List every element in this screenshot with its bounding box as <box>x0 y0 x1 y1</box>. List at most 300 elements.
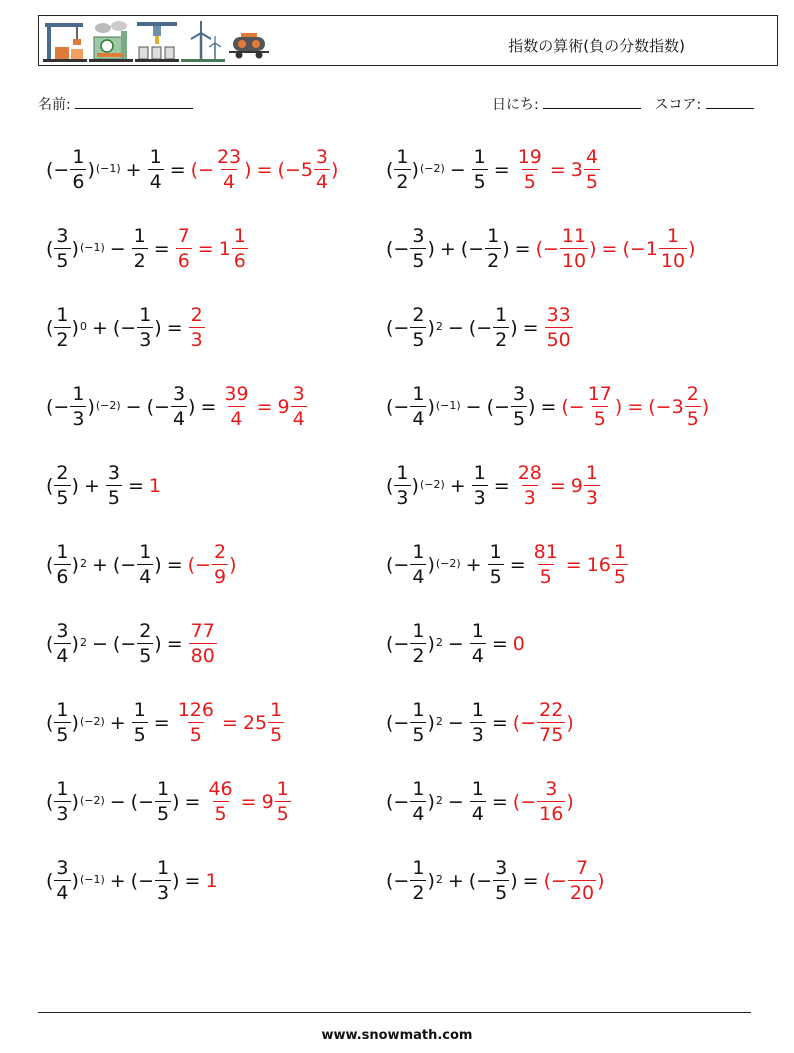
worksheet-title: 指数の算術(負の分数指数) <box>508 37 685 55</box>
term <box>147 385 196 429</box>
operator: − <box>109 238 126 260</box>
denominator: 75 <box>539 724 564 746</box>
answer <box>221 385 307 429</box>
paren: ) <box>427 712 435 734</box>
exponent: 2 <box>435 873 443 886</box>
exponent: 2 <box>435 636 443 649</box>
term <box>461 227 510 271</box>
term <box>46 780 105 824</box>
numerator: 1 <box>56 541 69 563</box>
answer-term <box>513 701 574 745</box>
denominator: 20 <box>569 882 595 904</box>
score-label: スコア: <box>654 97 702 113</box>
denominator: 4 <box>149 171 162 193</box>
exponent: 2 <box>79 636 87 649</box>
fraction <box>212 543 228 587</box>
term <box>386 464 445 508</box>
numerator: 1 <box>412 699 425 721</box>
equals-sign: = <box>221 712 238 734</box>
numerator: 22 <box>539 699 564 721</box>
paren: ) <box>688 238 696 260</box>
whole-part: 5 <box>300 159 313 181</box>
answer-term <box>544 859 605 903</box>
answer <box>531 543 629 587</box>
answer-term <box>571 148 601 192</box>
answer-integer: 0 <box>512 633 525 655</box>
paren: (− <box>130 870 155 892</box>
term <box>386 701 443 745</box>
date-label: 日にち: <box>492 97 539 113</box>
fraction <box>410 227 426 271</box>
worksheet-header <box>38 15 778 66</box>
paren: ) <box>71 475 79 497</box>
denominator: 4 <box>292 408 305 430</box>
numerator: 1 <box>157 857 170 879</box>
fraction <box>612 543 628 587</box>
paren: ) <box>188 396 196 418</box>
term <box>113 306 162 350</box>
denominator: 5 <box>157 803 170 825</box>
numerator: 1 <box>396 462 409 484</box>
denominator: 3 <box>157 882 170 904</box>
tank-wagon-icon <box>227 19 271 63</box>
fraction <box>685 385 701 429</box>
whole-part: 1 <box>218 238 231 260</box>
paren: (− <box>187 554 211 576</box>
equals-sign: = <box>197 238 214 260</box>
numerator: 3 <box>412 225 425 247</box>
operator: + <box>91 554 108 576</box>
fraction <box>54 780 70 824</box>
answer <box>513 633 525 655</box>
paren: ( <box>46 554 54 576</box>
term <box>46 385 121 429</box>
numerator: 1 <box>471 620 484 642</box>
equals-sign: = <box>166 317 183 339</box>
name-field <box>38 94 193 114</box>
answer-term <box>571 464 601 508</box>
numerator: 7 <box>177 225 190 247</box>
answer-term <box>515 464 545 508</box>
denominator: 5 <box>56 250 69 272</box>
denominator: 10 <box>660 250 686 272</box>
equals-sign: = <box>184 791 201 813</box>
fraction <box>511 385 527 429</box>
exponent: 0 <box>79 320 87 333</box>
fraction <box>176 227 192 271</box>
footer-divider <box>38 1012 751 1013</box>
fraction <box>268 701 284 745</box>
denominator: 5 <box>593 408 606 430</box>
denominator: 2 <box>412 882 425 904</box>
paren: ) <box>71 554 79 576</box>
numerator: 2 <box>213 541 227 563</box>
equals-sign: = <box>256 159 273 181</box>
operator: − <box>447 317 464 339</box>
exponent: (−1) <box>79 873 105 886</box>
numerator: 7 <box>575 857 589 879</box>
denominator: 6 <box>72 171 85 193</box>
answer-term <box>205 780 235 824</box>
denominator: 5 <box>473 171 486 193</box>
numerator: 1 <box>412 541 425 563</box>
paren: (− <box>561 396 585 418</box>
fraction <box>189 306 205 350</box>
problem-11 <box>46 535 237 595</box>
numerator: 1 <box>56 699 69 721</box>
paren: (− <box>386 791 410 813</box>
denominator: 6 <box>233 250 246 272</box>
numerator: 3 <box>56 620 69 642</box>
denominator: 5 <box>276 803 289 825</box>
operator: − <box>109 791 126 813</box>
denominator: 5 <box>270 724 283 746</box>
denominator: 4 <box>56 882 69 904</box>
numerator: 1 <box>412 383 425 405</box>
term <box>469 306 518 350</box>
whole-part: 25 <box>242 712 268 734</box>
fraction <box>70 148 86 192</box>
problem-7 <box>46 377 308 437</box>
numerator: 3 <box>107 462 120 484</box>
equals-sign: = <box>127 475 144 497</box>
term <box>469 859 518 903</box>
numerator: 1 <box>666 225 680 247</box>
term <box>386 385 461 429</box>
paren: ) <box>71 317 79 339</box>
numerator: 1 <box>412 778 425 800</box>
answer-term <box>587 543 629 587</box>
denominator: 4 <box>412 803 425 825</box>
numerator: 23 <box>216 146 242 168</box>
term <box>113 543 162 587</box>
paren: (− <box>112 633 137 655</box>
fraction <box>516 148 544 192</box>
paren: ) <box>411 475 419 497</box>
exponent: 2 <box>435 320 443 333</box>
fraction <box>106 464 122 508</box>
fraction <box>537 780 565 824</box>
paren: (− <box>386 712 410 734</box>
denominator: 5 <box>686 408 699 430</box>
denominator: 6 <box>56 566 69 588</box>
denominator: 4 <box>315 171 329 193</box>
equals-sign: = <box>493 159 510 181</box>
paren: ( <box>46 791 54 813</box>
operator: + <box>91 317 108 339</box>
denominator: 5 <box>214 803 227 825</box>
answer-term <box>188 306 206 350</box>
fraction <box>137 622 153 666</box>
denominator: 5 <box>585 171 598 193</box>
operator: + <box>125 159 142 181</box>
numerator: 4 <box>585 146 598 168</box>
denominator: 4 <box>471 803 484 825</box>
answer <box>175 227 249 271</box>
denominator: 50 <box>546 329 571 351</box>
fraction <box>410 306 426 350</box>
fraction <box>470 701 486 745</box>
paren: ) <box>71 791 79 813</box>
fraction <box>586 385 614 429</box>
paren: ) <box>427 396 435 418</box>
term <box>487 385 536 429</box>
denominator: 2 <box>412 645 425 667</box>
equals-sign: = <box>522 870 539 892</box>
equals-sign: = <box>153 238 170 260</box>
paren: ) <box>566 791 574 813</box>
equals-sign: = <box>166 554 183 576</box>
numerator: 3 <box>545 778 558 800</box>
exponent: (−2) <box>79 794 105 807</box>
denominator: 5 <box>56 724 69 746</box>
paren: ) <box>71 870 79 892</box>
paren: ) <box>510 870 518 892</box>
problem-3 <box>46 219 249 279</box>
numerator: 1 <box>149 146 162 168</box>
paren: ) <box>427 870 435 892</box>
fraction <box>171 385 187 429</box>
numerator: 1 <box>473 462 486 484</box>
denominator: 2 <box>56 329 69 351</box>
fraction <box>314 148 330 192</box>
answer <box>544 306 574 350</box>
name-blank <box>75 96 193 109</box>
term <box>46 227 105 271</box>
date-field <box>492 94 754 114</box>
denominator: 4 <box>139 566 152 588</box>
paren: ) <box>614 396 623 418</box>
fraction <box>410 622 426 666</box>
equals-sign: = <box>509 554 526 576</box>
numerator: 1 <box>139 541 152 563</box>
paren: ) <box>566 712 574 734</box>
paren: (− <box>468 870 493 892</box>
fraction <box>206 780 234 824</box>
fraction <box>470 780 486 824</box>
denominator: 2 <box>396 171 409 193</box>
numerator: 77 <box>190 620 215 642</box>
equals-sign: = <box>514 238 531 260</box>
answer <box>188 543 237 587</box>
equals-sign: = <box>200 396 217 418</box>
term <box>46 464 79 508</box>
numerator: 1 <box>56 778 69 800</box>
numerator: 1 <box>72 383 85 405</box>
denominator: 3 <box>72 408 85 430</box>
denominator: 10 <box>561 250 587 272</box>
paren: ) <box>154 633 162 655</box>
operator: + <box>465 554 482 576</box>
exponent: (−2) <box>419 478 445 491</box>
numerator: 3 <box>315 146 329 168</box>
term <box>386 227 435 271</box>
paren: ) <box>154 554 162 576</box>
numerator: 28 <box>517 462 542 484</box>
answer-integer: 1 <box>148 475 161 497</box>
exponent: (−1) <box>435 399 461 412</box>
fraction <box>532 543 560 587</box>
paren: ) <box>244 159 252 181</box>
denominator: 5 <box>523 171 536 193</box>
term <box>386 148 445 192</box>
answer <box>536 227 696 271</box>
answer-term <box>277 385 307 429</box>
term <box>131 780 180 824</box>
paren: (− <box>386 633 410 655</box>
operator: + <box>449 475 466 497</box>
paren: ) <box>229 554 237 576</box>
answer <box>205 780 291 824</box>
equals-sign: = <box>240 791 257 813</box>
whole-part: 3 <box>570 159 583 181</box>
denominator: 3 <box>585 487 598 509</box>
numerator: 33 <box>546 304 571 326</box>
fraction <box>275 780 291 824</box>
equals-sign: = <box>540 396 557 418</box>
numerator: 1 <box>585 462 598 484</box>
answer-term <box>188 543 237 587</box>
denominator: 4 <box>412 408 425 430</box>
denominator: 5 <box>56 487 69 509</box>
answer-term <box>648 385 709 429</box>
operator: + <box>109 712 126 734</box>
answer-term <box>175 227 193 271</box>
crane-icon <box>43 19 87 63</box>
fraction <box>291 385 307 429</box>
problem-13 <box>46 614 218 674</box>
problem-16 <box>386 693 574 753</box>
paren: (− <box>190 159 214 181</box>
paren: ( <box>386 159 394 181</box>
paren: (− <box>460 238 485 260</box>
denominator: 4 <box>56 645 69 667</box>
paren: ) <box>172 870 180 892</box>
paren: ) <box>87 396 95 418</box>
paren: ( <box>46 238 54 260</box>
numerator: 1 <box>487 225 500 247</box>
answer-term <box>515 148 545 192</box>
denominator: 16 <box>539 803 564 825</box>
fraction <box>493 306 509 350</box>
answer-term <box>536 227 597 271</box>
equals-sign: = <box>153 712 170 734</box>
operator: − <box>447 712 464 734</box>
denominator: 3 <box>473 487 486 509</box>
fraction <box>516 464 544 508</box>
equals-sign: = <box>491 633 508 655</box>
paren: ) <box>411 159 419 181</box>
equals-sign: = <box>549 159 566 181</box>
paren: (− <box>46 159 70 181</box>
equals-sign: = <box>166 633 183 655</box>
answer <box>188 622 218 666</box>
answer <box>561 385 709 429</box>
denominator: 3 <box>396 487 409 509</box>
denominator: 4 <box>412 566 425 588</box>
numerator: 3 <box>56 857 69 879</box>
fraction <box>485 227 501 271</box>
term <box>386 780 443 824</box>
exponent: (−2) <box>95 399 121 412</box>
paren: ) <box>701 396 710 418</box>
fraction <box>155 859 171 903</box>
paren: ( <box>386 475 394 497</box>
fraction <box>537 701 565 745</box>
numerator: 2 <box>190 304 203 326</box>
numerator: 1 <box>412 857 425 879</box>
header-icons <box>43 19 271 63</box>
equals-sign: = <box>627 396 644 418</box>
paren: (− <box>468 317 493 339</box>
denominator: 5 <box>613 566 626 588</box>
equals-sign: = <box>522 317 539 339</box>
paren: (− <box>622 238 646 260</box>
fraction <box>54 227 70 271</box>
fraction <box>54 622 70 666</box>
answer <box>175 701 285 745</box>
equals-sign: = <box>256 396 273 418</box>
term <box>386 543 461 587</box>
paren: ) <box>589 238 597 260</box>
problem-20 <box>386 851 605 911</box>
paren: ( <box>46 317 54 339</box>
equals-sign: = <box>491 791 508 813</box>
operator: + <box>109 870 126 892</box>
fraction <box>472 148 488 192</box>
denominator: 5 <box>412 329 425 351</box>
problem-9 <box>46 456 161 516</box>
paren: (− <box>386 238 410 260</box>
paren: ) <box>510 317 518 339</box>
paren: ) <box>502 238 510 260</box>
operator: − <box>449 159 466 181</box>
term <box>113 622 162 666</box>
answer-term <box>221 385 251 429</box>
numerator: 1 <box>396 146 409 168</box>
paren: (− <box>535 238 559 260</box>
fraction <box>137 306 153 350</box>
problem-14 <box>386 614 525 674</box>
numerator: 1 <box>72 146 85 168</box>
exponent: 2 <box>79 557 87 570</box>
fraction <box>148 148 164 192</box>
paren: ) <box>172 791 180 813</box>
operator: − <box>447 791 464 813</box>
whole-part: 16 <box>586 554 611 576</box>
paren: (− <box>112 554 137 576</box>
paren: (− <box>512 791 537 813</box>
numerator: 3 <box>292 383 305 405</box>
score-blank <box>706 96 754 109</box>
equals-sign: = <box>549 475 566 497</box>
exponent: (−2) <box>435 557 461 570</box>
fraction <box>222 385 250 429</box>
numerator: 81 <box>533 541 558 563</box>
fraction <box>560 227 588 271</box>
equals-sign: = <box>491 712 508 734</box>
numerator: 1 <box>270 699 283 721</box>
denominator: 2 <box>487 250 500 272</box>
denominator: 4 <box>230 408 243 430</box>
paren: ( <box>46 633 54 655</box>
paren: ) <box>87 159 95 181</box>
answer <box>515 148 601 192</box>
wind-turbine-icon <box>181 19 225 63</box>
problem-10 <box>386 456 601 516</box>
fraction <box>659 227 687 271</box>
fraction <box>54 543 70 587</box>
